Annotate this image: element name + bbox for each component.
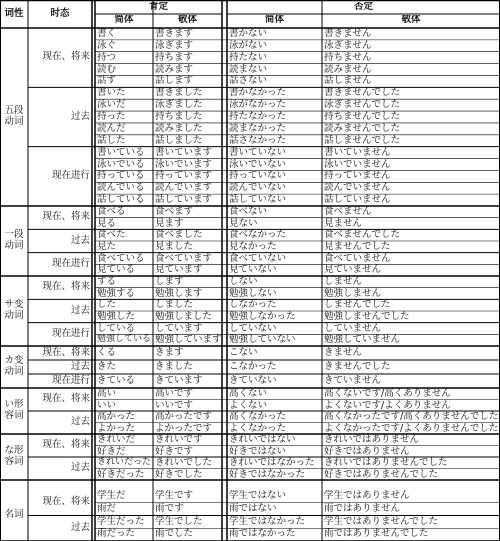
affirmative-polite-cell: 好きです (155, 445, 194, 457)
negative-polite-cell: 泳いでいません (324, 158, 391, 170)
affirmative-plain-cell: きた (97, 361, 117, 372)
negative-plain-cell: 見ていない (229, 264, 277, 276)
negative-plain-cell: 話していない (229, 194, 287, 206)
affirmative-plain-cell: 学生だ (97, 490, 126, 501)
tense-label: 现在进行 (51, 327, 90, 339)
affirmative-plain-cell: 勉強した (97, 311, 136, 322)
affirmative-polite-cell: 持ちました (155, 111, 203, 123)
negative-plain-cell: 高くなかった (229, 411, 287, 422)
affirmative-polite-cell: 勉強します (155, 287, 203, 299)
affirmative-polite-cell: 泳ぎました (155, 99, 203, 111)
tense-label: 过去 (70, 304, 90, 316)
negative-plain-cell: 書かなかった (229, 87, 287, 99)
affirmative-plain-cell: 持っている (97, 170, 145, 182)
part-of-speech-label: 五段动词 (4, 105, 24, 127)
tense-label: 现在、将来 (42, 51, 90, 63)
negative-plain-cell: きていない (229, 375, 277, 386)
negative-polite-cell: 持ちません (324, 51, 372, 63)
negative-plain-cell: 読まない (229, 63, 268, 75)
tense-label: 现在进行 (51, 169, 90, 181)
affirmative-plain-cell: 高かった (97, 411, 136, 422)
affirmative-plain-cell: 話す (97, 75, 117, 87)
negative-plain-cell: 勉強しなかった (229, 311, 296, 322)
affirmative-plain-cell: 話した (97, 134, 126, 146)
affirmative-polite-cell: 持っています (155, 170, 213, 182)
negative-polite-cell: 見ません (324, 217, 363, 229)
affirmative-polite-cell: 雨でした (155, 528, 194, 540)
negative-plain-cell: 読まなかった (229, 122, 287, 134)
affirmative-plain-cell: きている (97, 375, 136, 386)
negative-plain-cell: 持っていない (229, 170, 287, 182)
negative-polite-cell: 好きではありません (324, 445, 410, 457)
affirmative-plain-cell: 勉強する (97, 287, 136, 299)
affirmative-plain-cell: 見る (97, 217, 117, 229)
negative-polite-cell: よくなかったです/よくありませんでした (324, 422, 499, 434)
affirmative-plain-cell: 書く (97, 28, 117, 39)
affirmative-plain-cell: 高い (97, 388, 117, 399)
negative-plain-cell: 持たなかった (229, 111, 287, 123)
negative-polite-cell: 好きではありませんでした (324, 468, 439, 480)
header-tense: 时态 (50, 7, 70, 19)
negative-plain-cell: よくない (229, 399, 268, 411)
affirmative-polite-cell: 高いです (155, 388, 194, 399)
part-of-speech-label: 一段动词 (4, 229, 24, 251)
tense-label: 现在、将来 (42, 393, 90, 405)
negative-plain-cell: こなかった (229, 361, 277, 372)
negative-polite-cell: 雨ではありませんでした (324, 528, 429, 540)
affirmative-polite-cell: 勉強しました (155, 311, 213, 322)
affirmative-plain-cell: している (97, 322, 136, 334)
negative-polite-cell: 持ちませんでした (324, 111, 401, 123)
affirmative-polite-cell: 見ています (155, 264, 203, 276)
affirmative-polite-cell: きれいです (155, 434, 203, 445)
negative-plain-cell: 話さない (229, 75, 268, 87)
negative-polite-cell: 勉強しませんでした (324, 311, 410, 322)
affirmative-polite-cell: 書いています (155, 146, 213, 158)
negative-polite-cell: 学生ではありません (324, 490, 410, 501)
tense-label: 过去 (70, 110, 90, 122)
part-of-speech-label: カ变动词 (4, 355, 24, 377)
affirmative-plain-cell: 学生だった (97, 515, 145, 527)
negative-polite-cell: 持っていません (324, 170, 391, 182)
negative-plain-cell: 学生ではない (229, 490, 287, 501)
affirmative-plain-cell: 食べている (97, 252, 145, 264)
tense-label: 现在进行 (51, 257, 90, 269)
header-negative-polite: 敬体 (401, 15, 421, 25)
affirmative-plain-cell: 泳いでいる (97, 158, 145, 170)
negative-polite-cell: 雨ではありません (324, 502, 401, 514)
negative-polite-cell: 読んでいません (324, 182, 391, 194)
affirmative-polite-cell: 書きました (155, 87, 203, 99)
negative-plain-cell: 書かない (229, 28, 268, 39)
header-negative-plain: 简体 (264, 15, 284, 25)
affirmative-polite-cell: 泳ぎます (155, 39, 194, 51)
negative-plain-cell: よくなかった (229, 422, 287, 434)
affirmative-polite-cell: 書きます (155, 28, 194, 39)
affirmative-plain-cell: 見た (97, 241, 117, 252)
header-affirmative: 肯定 (148, 2, 168, 12)
affirmative-polite-cell: 話します (155, 75, 194, 87)
affirmative-polite-cell: 見ます (155, 217, 184, 229)
negative-polite-cell: 書きませんでした (324, 87, 401, 99)
negative-plain-cell: しなかった (229, 299, 277, 311)
affirmative-plain-cell: よかった (97, 422, 136, 434)
affirmative-polite-cell: 好きでした (155, 468, 203, 480)
affirmative-plain-cell: いい (97, 399, 117, 411)
affirmative-polite-cell: よかったです (155, 422, 213, 434)
negative-plain-cell: 書いていない (229, 146, 287, 158)
negative-polite-cell: 見ていません (324, 264, 382, 276)
negative-polite-cell: 読みませんでした (324, 122, 401, 134)
negative-polite-cell: きていません (324, 375, 382, 386)
negative-polite-cell: 読みません (324, 63, 372, 75)
affirmative-plain-cell: 泳いだ (97, 99, 126, 111)
affirmative-polite-cell: 泳いでいます (155, 158, 213, 170)
negative-plain-cell: 高くない (229, 388, 268, 399)
affirmative-plain-cell: 持った (97, 111, 126, 123)
negative-polite-cell: よくないです/よくありません (324, 399, 451, 411)
affirmative-plain-cell: 読んだ (97, 122, 126, 134)
affirmative-polite-cell: しています (155, 322, 203, 334)
affirmative-polite-cell: 話しました (155, 134, 203, 146)
affirmative-polite-cell: 持ちます (155, 51, 194, 63)
negative-polite-cell: 泳ぎませんでした (324, 99, 401, 111)
affirmative-polite-cell: 読んでいます (155, 182, 213, 194)
affirmative-plain-cell: 書いている (97, 146, 145, 158)
negative-plain-cell: 雨ではない (229, 502, 277, 514)
affirmative-polite-cell: します (155, 276, 184, 287)
negative-polite-cell: 書いていません (324, 146, 391, 158)
affirmative-plain-cell: 話している (97, 194, 145, 206)
affirmative-plain-cell: した (97, 299, 117, 311)
negative-plain-cell: 雨ではなかった (229, 528, 296, 540)
affirmative-polite-cell: 食べました (155, 229, 203, 241)
negative-plain-cell: 学生ではなかった (229, 515, 306, 527)
negative-plain-cell: 食べなかった (229, 229, 287, 241)
negative-plain-cell: 話さなかった (229, 134, 287, 146)
part-of-speech-label: な形容词 (4, 445, 24, 467)
affirmative-polite-cell: 学生です (155, 490, 194, 501)
tense-label: 过去 (70, 360, 90, 372)
affirmative-polite-cell: 読みました (155, 122, 203, 134)
affirmative-plain-cell: きれいだ (97, 434, 136, 445)
affirmative-plain-cell: 好きだった (97, 468, 145, 480)
affirmative-plain-cell: 勉強している (97, 334, 152, 345)
negative-polite-cell: しませんでした (324, 299, 391, 311)
affirmative-plain-cell: きれいだった (97, 457, 152, 467)
affirmative-plain-cell: 雨だ (97, 502, 117, 514)
negative-plain-cell: していない (229, 322, 277, 334)
tense-label: 现在、将来 (42, 346, 90, 358)
negative-polite-cell: 書きません (324, 28, 372, 39)
affirmative-plain-cell: 食べる (97, 206, 126, 217)
affirmative-polite-cell: きています (155, 375, 203, 386)
header-negative: 否定 (353, 2, 373, 12)
negative-polite-cell: きませんでした (324, 361, 391, 372)
negative-polite-cell: 高くなかったです/高くありませんでした (324, 411, 499, 422)
negative-polite-cell: していません (324, 322, 382, 334)
affirmative-plain-cell: 読む (97, 63, 117, 75)
negative-polite-cell: 話していません (324, 194, 391, 206)
affirmative-polite-cell: 雨です (155, 502, 184, 514)
negative-plain-cell: 泳がなかった (229, 99, 287, 111)
negative-polite-cell: 勉強しません (324, 287, 382, 299)
affirmative-polite-cell: 話しています (155, 194, 213, 206)
negative-polite-cell: 話しません (324, 75, 372, 87)
affirmative-polite-cell: 高かったです (155, 411, 213, 422)
negative-plain-cell: 好きではなかった (229, 468, 306, 480)
tense-label: 现在、将来 (42, 496, 90, 508)
negative-plain-cell: 泳いでいない (229, 158, 287, 170)
affirmative-plain-cell: 持つ (97, 51, 117, 63)
affirmative-polite-cell: きれいでした (155, 457, 213, 468)
negative-plain-cell: 見なかった (229, 241, 277, 252)
negative-polite-cell: きれいではありませんでした (324, 457, 448, 468)
affirmative-plain-cell: 雨だった (97, 528, 136, 540)
negative-plain-cell: しない (229, 276, 258, 287)
tense-label: 过去 (70, 462, 90, 474)
negative-polite-cell: 高くないです/高くありません (324, 388, 451, 399)
tense-label: 现在、将来 (42, 281, 90, 293)
affirmative-polite-cell: 学生でした (155, 515, 203, 527)
negative-polite-cell: しません (324, 276, 363, 287)
affirmative-polite-cell: 食べています (155, 252, 213, 264)
negative-polite-cell: 食べませんでした (324, 229, 401, 241)
tense-label: 现在进行 (51, 374, 90, 386)
negative-polite-cell: 泳ぎません (324, 39, 372, 51)
negative-plain-cell: 読んでいない (229, 182, 287, 194)
negative-plain-cell: 勉強しない (229, 287, 277, 299)
affirmative-plain-cell: 好きだ (97, 445, 126, 457)
negative-plain-cell: こない (229, 347, 258, 358)
header-part-of-speech: 词性 (4, 7, 24, 19)
negative-plain-cell: きれいではない (229, 434, 296, 445)
negative-polite-cell: 学生ではありませんでした (324, 515, 439, 527)
negative-polite-cell: 話しませんでした (324, 134, 401, 146)
affirmative-plain-cell: 書いた (97, 87, 126, 99)
affirmative-polite-cell: 勉強しています (155, 334, 222, 346)
negative-polite-cell: きません (324, 347, 363, 358)
affirmative-polite-cell: 読みます (155, 63, 194, 75)
negative-plain-cell: 泳がない (229, 39, 268, 51)
negative-plain-cell: 食べない (229, 206, 268, 217)
tense-label: 过去 (70, 521, 90, 533)
part-of-speech-label: い形容词 (4, 399, 24, 421)
tense-label: 过去 (70, 234, 90, 246)
tense-label: 现在、将来 (42, 439, 90, 451)
part-of-speech-label: サ变动词 (4, 299, 24, 321)
affirmative-polite-cell: 食べます (155, 206, 194, 217)
affirmative-plain-cell: する (97, 276, 117, 287)
affirmative-polite-cell: 見ました (155, 241, 194, 252)
tense-label: 现在、将来 (42, 211, 90, 223)
affirmative-polite-cell: きました (155, 361, 194, 372)
tense-label: 过去 (70, 416, 90, 428)
affirmative-plain-cell: 泳ぐ (97, 39, 117, 51)
header-affirmative-polite: 敬体 (177, 15, 197, 25)
affirmative-plain-cell: 読んでいる (97, 182, 145, 194)
negative-polite-cell: 食べません (324, 206, 372, 217)
negative-plain-cell: 見ない (229, 217, 258, 229)
negative-plain-cell: 勉強していない (229, 334, 296, 346)
negative-polite-cell: 見ませんでした (324, 241, 391, 252)
negative-plain-cell: 食べていない (229, 252, 287, 264)
negative-polite-cell: 勉強していません (324, 334, 401, 346)
affirmative-plain-cell: くる (97, 347, 117, 358)
negative-plain-cell: きれいではなかった (229, 457, 315, 468)
header-affirmative-plain: 简体 (114, 15, 134, 25)
negative-polite-cell: 食べていません (324, 252, 391, 264)
negative-polite-cell: きれいではありません (324, 434, 420, 445)
negative-plain-cell: 好きではない (229, 445, 287, 457)
affirmative-plain-cell: 食べた (97, 229, 126, 241)
affirmative-polite-cell: しました (155, 299, 194, 311)
affirmative-polite-cell: きます (155, 347, 184, 358)
negative-plain-cell: 持たない (229, 51, 268, 63)
affirmative-polite-cell: いいです (155, 399, 194, 411)
part-of-speech-label: 名词 (4, 509, 24, 521)
affirmative-plain-cell: 見ている (97, 264, 136, 276)
